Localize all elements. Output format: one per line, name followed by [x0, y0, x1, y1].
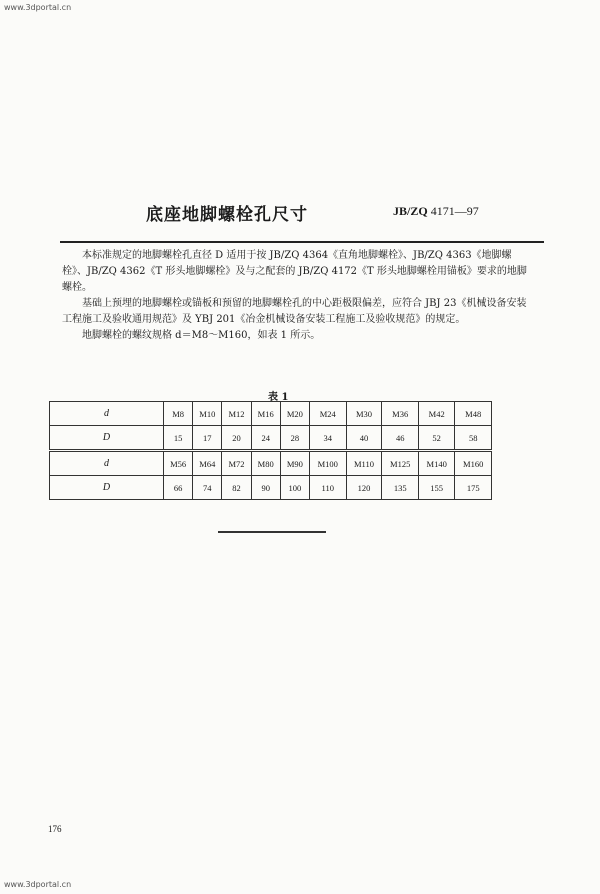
row-label: d: [50, 451, 164, 476]
table-cell: 100: [280, 476, 309, 500]
table-row: [50, 426, 492, 451]
table-cell: M64: [193, 451, 222, 476]
table-cell: 46: [382, 426, 418, 451]
table-cell: 20: [222, 426, 251, 451]
table-cell: M16: [251, 402, 280, 426]
row-label: D: [50, 476, 164, 500]
table-row: [50, 402, 492, 426]
table-cell: 135: [382, 476, 418, 500]
table-caption: 表 1: [268, 392, 289, 403]
row-label: D: [50, 426, 164, 451]
body-text: [62, 248, 532, 344]
row-label: d: [50, 402, 164, 426]
table-cell: 58: [455, 426, 492, 451]
bolt-hole-table: [49, 401, 492, 500]
watermark-bottom: www.3dportal.cn: [4, 880, 72, 889]
table-cell: 90: [251, 476, 280, 500]
table-cell: M160: [455, 451, 492, 476]
table-cell: M72: [222, 451, 251, 476]
paragraph: 基础上预埋的地脚螺栓或锚板和预留的地脚螺栓孔的中心距极限偏差，应符合 JBJ 23《机械设备安装工程施工及验收通用规范》及 YBJ 201《冶金机械设备安装工程施工及验收规范》的规定。: [62, 298, 527, 325]
standard-prefix: JB/ZQ: [393, 204, 428, 218]
table-cell: 28: [280, 426, 309, 451]
table-cell: M48: [455, 402, 492, 426]
table-cell: 120: [346, 476, 382, 500]
table-cell: M8: [164, 402, 193, 426]
table-cell: 66: [164, 476, 193, 500]
table-cell: 175: [455, 476, 492, 500]
page-title: 底座地脚螺栓孔尺寸: [146, 205, 308, 225]
table-cell: 82: [222, 476, 251, 500]
table-cell: M30: [346, 402, 382, 426]
paragraph: 本标准规定的地脚螺栓孔直径 D 适用于按 JB/ZQ 4364《直角地脚螺栓》、JB/ZQ 4363《地脚螺栓》、JB/ZQ 4362《T 形头地脚螺栓》及与之配套的 JB/ZQ 4172《T 形头地脚螺栓用锚板》要求的地脚螺栓。: [62, 250, 527, 293]
table-cell: M56: [164, 451, 193, 476]
standard-number: 4171—97: [430, 204, 479, 218]
table-cell: M90: [280, 451, 309, 476]
table-cell: M140: [418, 451, 454, 476]
table-cell: 110: [310, 476, 346, 500]
end-rule: [218, 531, 326, 533]
header-rule: [60, 241, 544, 243]
table-cell: 34: [310, 426, 346, 451]
table-cell: M42: [418, 402, 454, 426]
paragraph: 地脚螺栓的螺纹规格 d＝M8～M160，如表 1 所示。: [82, 330, 321, 341]
table-cell: M36: [382, 402, 418, 426]
table-cell: 52: [418, 426, 454, 451]
table-cell: 17: [193, 426, 222, 451]
table-cell: M125: [382, 451, 418, 476]
watermark-top: www.3dportal.cn: [4, 3, 72, 12]
table-cell: 40: [346, 426, 382, 451]
table-cell: M24: [310, 402, 346, 426]
table-cell: M110: [346, 451, 382, 476]
table-row: [50, 451, 492, 476]
table-row: [50, 476, 492, 500]
table-cell: 155: [418, 476, 454, 500]
table-cell: M80: [251, 451, 280, 476]
table-cell: M10: [193, 402, 222, 426]
standard-code: [393, 204, 479, 219]
table-cell: M20: [280, 402, 309, 426]
table-cell: 24: [251, 426, 280, 451]
table-cell: M12: [222, 402, 251, 426]
table-cell: 74: [193, 476, 222, 500]
table-cell: M100: [310, 451, 346, 476]
page-number: 176: [48, 824, 62, 834]
table-cell: 15: [164, 426, 193, 451]
